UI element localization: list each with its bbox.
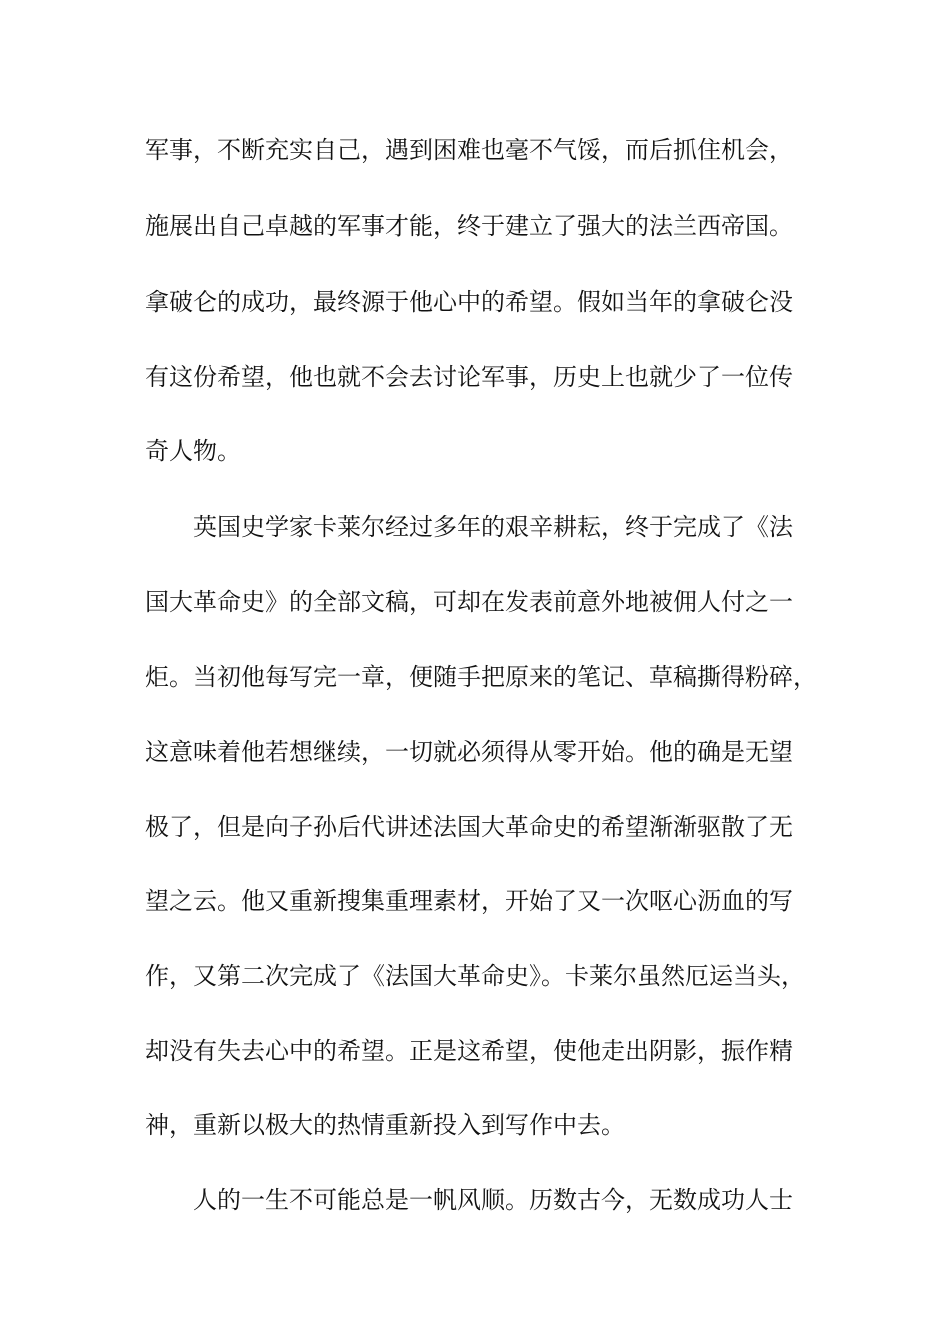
text-line: 极了，但是向子孙后代讲述法国大革命史的希望渐渐驱散了无 — [145, 813, 793, 841]
text-line: 拿破仑的成功，最终源于他心中的希望。假如当年的拿破仑没 — [145, 288, 793, 316]
text-line: 军事，不断充实自己，遇到困难也毫不气馁，而后抓住机会， — [145, 136, 793, 164]
text-line: 却没有失去心中的希望。正是这希望，使他走出阴影，振作精 — [145, 1037, 793, 1065]
text-line: 作，又第二次完成了《法国大革命史》。卡莱尔虽然厄运当头， — [145, 962, 805, 990]
text-line: 炬。当初他每写完一章，便随手把原来的笔记、草稿撕得粉碎， — [145, 663, 817, 691]
text-line: 奇人物。 — [145, 437, 241, 465]
text-line: 人的一生不可能总是一帆风顺。历数古今，无数成功人士 — [193, 1186, 793, 1214]
text-line: 有这份希望，他也就不会去讨论军事，历史上也就少了一位传 — [145, 363, 793, 391]
text-line: 施展出自己卓越的军事才能，终于建立了强大的法兰西帝国。 — [145, 212, 793, 240]
text-line: 英国史学家卡莱尔经过多年的艰辛耕耘，终于完成了《法 — [193, 513, 793, 541]
text-line: 望之云。他又重新搜集重理素材，开始了又一次呕心沥血的写 — [145, 887, 793, 915]
text-line: 神，重新以极大的热情重新投入到写作中去。 — [145, 1111, 625, 1139]
text-line: 国大革命史》的全部文稿，可却在发表前意外地被佣人付之一 — [145, 588, 793, 616]
text-line: 这意味着他若想继续，一切就必须得从零开始。他的确是无望 — [145, 738, 793, 766]
